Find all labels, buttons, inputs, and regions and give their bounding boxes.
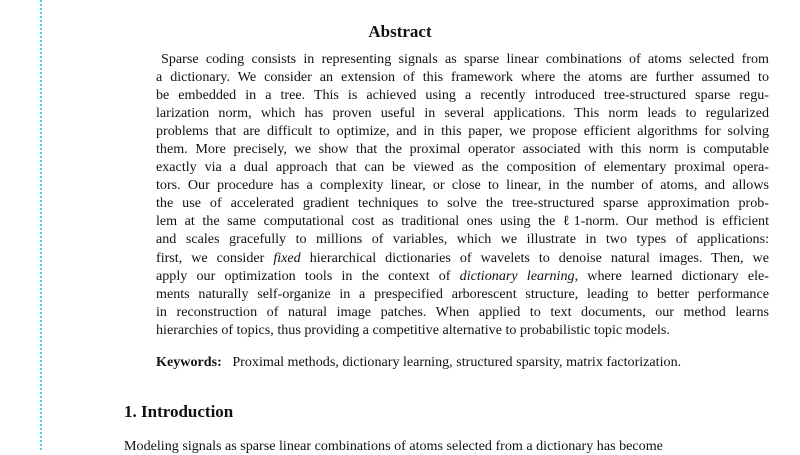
section-text: Modeling signals as sparse linear combinations of atoms selected from a dictionary has become	[124, 438, 663, 454]
abstract-line: tors. Our procedure has a complexity linear, or close to linear, in the number of atoms, and allows	[156, 177, 769, 194]
abstract-line: hierarchies of topics, thus providing a competitive alternative to probabilistic topic models.	[156, 321, 670, 338]
abstract-title: Abstract	[368, 22, 432, 41]
abstract-line: in reconstruction of natural image patches. When applied to text documents, our method learns	[156, 303, 769, 320]
keywords-text: Proximal methods, dictionary learning, structured sparsity, matrix factorization.	[232, 354, 682, 370]
abstract-line: them. More precisely, we show that the proximal operator associated with this norm is computable	[156, 141, 769, 158]
keywords	[156, 354, 681, 371]
abstract-line: apply our optimization tools in the context of dictionary learning, where learned dictionary ele-	[156, 267, 770, 284]
abstract-line: problems that are difficult to optimize, and in this paper, we propose efficient algorithms for solving	[156, 123, 769, 140]
abstract-line: a dictionary. We consider an extension of this framework where the atoms are further assumed to	[156, 69, 769, 86]
abstract-line: and scales gracefully to millions of variables, which we illustrate in two types of applications:	[156, 231, 769, 248]
abstract-line: larization norm, which has proven useful in several applications. This norm leads to regularized	[156, 105, 769, 122]
abstract-line: Sparse coding consists in representing signals as sparse linear combinations of atoms selected from	[161, 51, 769, 67]
section-heading-introduction: 1. Introduction	[124, 402, 234, 421]
abstract-line: be embedded in a tree. This is achieved using a recently introduced tree-structured sparse regu-	[156, 87, 769, 104]
keywords-label: Keywords:	[156, 354, 222, 370]
abstract-line: first, we consider fixed hierarchical dictionaries of wavelets to denoise natural images. Then, we	[156, 249, 769, 266]
abstract-line: lem at the same computational cost as traditional ones using the ℓ1-norm. Our method is efficient	[156, 213, 769, 230]
abstract-line: ments naturally self-organize in a prespecified arborescent structure, leading to better performance	[156, 285, 769, 302]
abstract-body	[156, 50, 769, 339]
abstract-line: the use of accelerated gradient techniques to solve the tree-structured sparse approximation prob-	[156, 195, 769, 212]
abstract-line: exactly via a dual approach that can be viewed as the composition of elementary proximal opera-	[156, 159, 769, 176]
arxiv-side-stamp	[0, 0, 42, 450]
